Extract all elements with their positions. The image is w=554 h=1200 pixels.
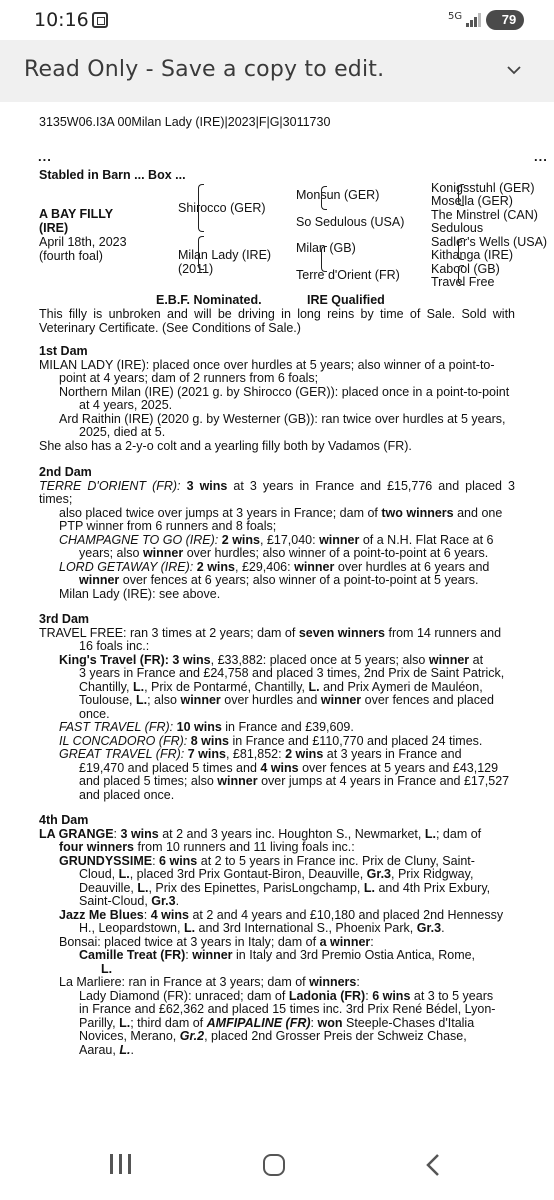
fourth-dam-line: GRUNDYSSIME: 6 wins at 2 to 5 years in France inc. Prix de Cluny, Saint- [59,853,475,868]
fourth-dam-line: Aarau, L.. [79,1042,134,1057]
third-dam-line: and placed once. [79,787,175,802]
first-dam-line: MILAN LADY (IRE): placed once over hurdles at 5 years; also winner of a point-to- [39,357,495,372]
pedigree-gen2: Terre d'Orient (FR) [296,268,400,282]
recent-apps-button[interactable] [110,1154,132,1174]
pedigree-gen2: So Sedulous (USA) [296,215,405,229]
pedigree-gen3: Sedulous [431,221,484,235]
third-dam-heading: 3rd Dam [39,612,90,626]
fourth-dam-line: LA GRANGE: 3 wins at 2 and 3 years inc. Houghton S., Newmarket, L.; dam of [39,826,482,841]
lot-number-right: ... [534,149,548,164]
filly-description: A BAY FILLY [39,207,114,221]
sale-notes: This filly is unbroken and will be driving in long reins by time of Sale. Sold with Veterinary Certificate. (See Conditions of Sale.) [39,307,515,335]
first-dam-line: point at 4 years; dam of 2 runners from 6 foals; [59,371,319,385]
document-page[interactable] [0,102,554,1134]
third-dam-line: Chantilly, L., Prix de Pontarmé, Chantilly, L. and Prix Aymeri de Mauléon, [79,679,483,694]
pedigree-sire: Shirocco (GER) [178,201,266,215]
fourth-dam-line: Camille Treat (FR): winner in Italy and 3rd Premio Ostia Antica, Rome, [79,948,476,962]
pedigree-gen3: Konigsstuhl (GER) [431,181,535,195]
third-dam-line: and placed 5 times; also winner over jumps at 4 years in France and £17,527 [79,774,510,788]
third-dam-line: TRAVEL FREE: ran 3 times at 2 years; dam of seven winners from 14 runners and [39,625,502,640]
battery-indicator [486,10,524,30]
fourth-dam-line: Deauville, L., Prix des Epinettes, ParisLongchamp, L. and 4th Prix Exbury, [79,880,491,895]
fourth-dam-line: Parilly, L.; third dam of AMFIPALINE (FR): won Steeple-Chases d'Italia [79,1015,475,1030]
fourth-dam-line: Lady Diamond (FR): unraced; dam of Ladonia (FR): 6 wins at 3 to 5 years [79,988,494,1003]
fourth-dam-line: La Marliere: ran in France at 3 years; dam of winners: [59,975,360,989]
pedigree-bracket [458,265,464,285]
pedigree-bracket [198,236,204,270]
pedigree-dam-year: (2011) [178,262,214,276]
third-dam-line: 3 years in France and £24,758 and placed 3 times, 2nd Prix de Saint Patrick, [79,666,505,680]
fourth-dam-line: Novices, Merano, Gr.2, placed 2nd Grosser Preis der Schweiz Chase, [79,1029,467,1043]
pedigree-gen2: Milan (GB) [296,241,356,255]
third-dam-line: once. [79,706,110,721]
first-dam-line: Northern Milan (IRE) (2021 g. by Shirocco (GER)): placed once in a point-to-point [59,384,510,399]
third-dam-line: FAST TRAVEL (FR): 10 wins in France and £39,609. [59,720,354,734]
fourth-dam-line: Jazz Me Blues: 4 wins at 2 and 4 years and £10,180 and placed 2nd Hennessy [59,907,504,922]
pedigree-bracket [458,238,464,260]
second-dam-line: winner over fences at 6 years; also winner of a point-to-point at 5 years. [79,573,479,587]
fourth-dam-line: in France and £62,362 and placed 15 times inc. 3rd Prix René Bédel, Lyon- [79,1002,496,1016]
pedigree-gen3: Travel Free [431,275,495,289]
status-bar [0,0,554,40]
pedigree-bracket [458,184,464,206]
stabling-info: Stabled in Barn ... Box ... [39,168,186,182]
pedigree-gen3: Kithanga (IRE) [431,248,513,262]
second-dam-line: years; also winner over hurdles; also winner of a point-to-point at 6 years. [79,546,489,560]
fourth-dam-line: Bonsai: placed twice at 3 years in Italy; dam of a winner: [59,934,374,949]
ire-qualified: IRE Qualified [307,293,385,307]
pedigree-gen3: Sadler's Wells (USA) [431,235,548,249]
second-dam-line: TERRE D'ORIENT (FR): 3 wins at 3 years in France and £15,776 and placed 3 times; [39,478,515,506]
filly-dob: April 18th, 2023 [39,235,127,249]
back-icon[interactable] [424,1154,444,1176]
signal-icon [466,13,482,27]
second-dam-line: LORD GETAWAY (IRE): 2 wins, £29,406: winner over hurdles at 6 years and [59,559,490,574]
pedigree-bracket [198,184,204,232]
first-dam-line: She also has a 2-y-o colt and a yearling filly both by Vadamos (FR). [39,438,412,453]
pedigree-gen2: Monsun (GER) [296,188,380,202]
pedigree-gen3: Mosella (GER) [431,194,513,208]
first-dam-line: Ard Raithin (IRE) (2020 g. by Westerner (GB)): ran twice over hurdles at 5 years, [59,411,506,426]
fourth-dam-line: Cloud, L., placed 3rd Prix Gontaut-Biron, Deauville, Gr.3, Prix Ridgway, [79,867,474,881]
third-dam-line: £19,470 and placed 5 times and 4 wins over fences at 5 years and £43,129 [79,760,499,775]
pedigree-gen3: Kabool (GB) [431,262,500,276]
third-dam-line: King's Travel (FR): 3 wins, £33,882: placed once at 5 years; also winner at [59,652,484,667]
pedigree-bracket [321,246,327,272]
second-dam-heading: 2nd Dam [39,465,92,479]
fourth-dam-heading: 4th Dam [39,813,89,827]
read-only-banner[interactable] [0,40,554,102]
filly-foal-number: (fourth foal) [39,249,103,263]
first-dam-heading: 1st Dam [39,344,88,358]
chevron-down-icon[interactable] [506,62,522,78]
second-dam-line: Milan Lady (IRE): see above. [59,586,221,601]
third-dam-line: IL CONCADORO (FR): 8 wins in France and £110,770 and placed 24 times. [59,733,483,748]
fourth-dam-line: Saint-Cloud, Gr.3. [79,894,180,908]
third-dam-line: Toulouse, L.; also winner over hurdles and winner over fences and placed [79,693,494,707]
ebf-nominated: E.B.F. Nominated. [156,293,262,307]
fourth-dam-line: four winners from 10 runners and 11 living foals inc.: [59,840,355,854]
second-dam-line: also placed twice over jumps at 3 years in France; dam of two winners and one [59,505,503,520]
banner-title: Read Only - Save a copy to edit. [24,57,385,82]
first-dam-line: at 4 years, 2025. [79,398,173,412]
pedigree-dam: Milan Lady (IRE) [178,248,272,262]
status-time: 10:16 [34,9,89,31]
lot-number-left: ... [38,149,52,164]
network-type: 5G [448,11,463,22]
lot-code: 3135W06.I3A 00Milan Lady (IRE)|2023|F|G|3011730 [39,115,331,129]
first-dam-line: 2025, died at 5. [79,425,166,439]
pedigree-gen3: The Minstrel (CAN) [431,208,538,222]
catalogue-body [39,308,515,1057]
third-dam-line: GREAT TRAVEL (FR): 7 wins, £81,852: 2 wins at 3 years in France and [59,747,462,761]
fourth-dam-line: L. [101,961,113,976]
third-dam-line: 16 foals inc.: [79,639,150,653]
battery-level: 79 [501,12,517,27]
second-dam-line: PTP winner from 6 runners and 8 foals; [59,519,277,533]
home-button[interactable] [263,1154,285,1176]
screen-record-icon [92,12,108,28]
filly-origin: (IRE) [39,221,69,235]
fourth-dam-line: H., Leopardstown, L. and 3rd International S., Phoenix Park, Gr.3. [79,921,445,935]
pedigree-bracket [321,186,327,210]
second-dam-line: CHAMPAGNE TO GO (IRE): 2 wins, £17,040: winner of a N.H. Flat Race at 6 [59,532,494,547]
system-nav-bar [0,1134,554,1200]
